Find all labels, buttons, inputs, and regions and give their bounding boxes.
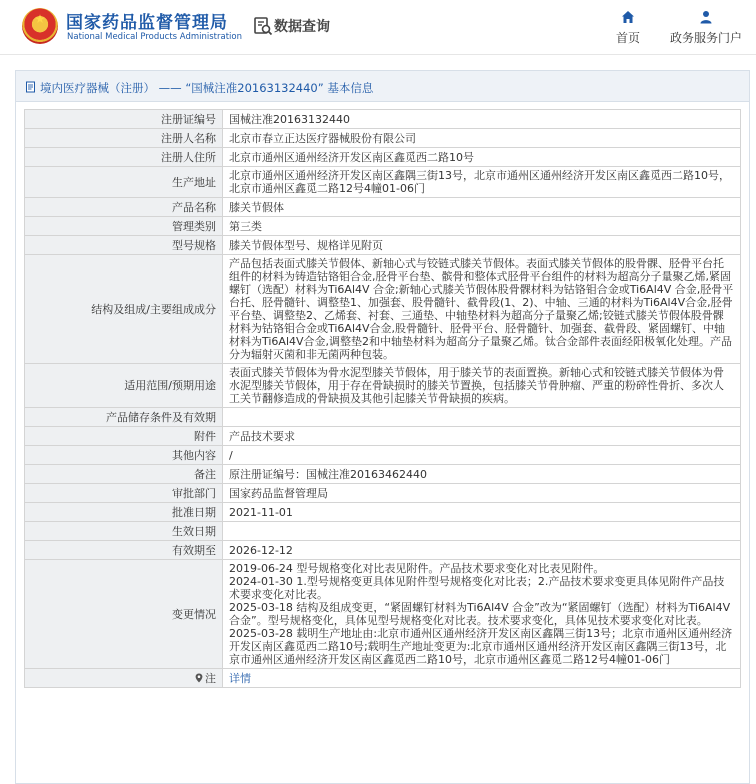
- field-label: 产品储存条件及有效期: [25, 408, 223, 427]
- table-row: [25, 110, 741, 129]
- registration-info-table: [24, 109, 741, 688]
- table-row: [25, 446, 741, 465]
- field-value: /: [223, 446, 741, 465]
- field-label: 结构及组成/主要组成成分: [25, 255, 223, 364]
- field-label: 注册人住所: [25, 148, 223, 167]
- site-subtitle: National Medical Products Administration: [67, 32, 242, 42]
- data-query-label[interactable]: 数据查询: [274, 19, 330, 35]
- table-row: [25, 408, 741, 427]
- field-label: 附件: [25, 427, 223, 446]
- breadcrumb-suffix: 基本信息: [327, 81, 374, 95]
- location-pin-icon: [195, 673, 203, 683]
- table-row: [25, 427, 741, 446]
- table-row: [25, 129, 741, 148]
- field-value: 2021-11-01: [223, 503, 741, 522]
- field-value: 产品包括表面式膝关节假体、新轴心式与铰链式膝关节假体。表面式膝关节假体的股骨髁、胫骨平台托组件的材料为铸造钴铬钼合金,胫骨平台垫、髌骨和整体式胫骨平台组件的材料为超高分子量聚乙烯,紧固螺钉（选配）材料为Ti6Al4V 合金;新轴心式膝关节假体股骨髁材料为钴铬钼合金或Ti6Al4V 合金,胫骨平台托、胫骨髓针、调整垫1、加强套、股骨髓针、截骨段(1、2)、中轴、三通的材料为Ti6Al4V合金,胫骨平台垫、调整垫2、乙烯套、衬套、三通垫、中轴垫材料为超高分子量聚乙烯;铰链式膝关节假体股骨髁材料为钴铬钼合金或Ti6Al4V合金,股骨髓针、胫骨平台、胫骨髓针、加强套、截骨段、紧固螺钉、中轴材料为Ti6Al4V合金,调整垫2和中轴垫材料为超高分子量聚乙烯。钛合金部件表面经阳极氧化处理。产品分为辐射灭菌和非无菌两种包装。: [223, 255, 741, 364]
- table-row: [25, 167, 741, 198]
- table-row: [25, 198, 741, 217]
- breadcrumb: [16, 71, 749, 102]
- change-entry: 2024-01-30 1.型号规格变更具体见附件型号规格变化对比表；2.产品技术要求变更具体见附件产品技术要求变化对比表。: [229, 575, 725, 601]
- field-label: 生产地址: [25, 167, 223, 198]
- field-value: 国械注准20163132440: [223, 110, 741, 129]
- field-label: 备注: [25, 465, 223, 484]
- detail-panel: [15, 70, 750, 784]
- change-entry: 2025-03-18 结构及组成变更，“紧固螺钉材料为Ti6Al4V 合金”改为“紧固螺钉（选配）材料为Ti6Al4V 合金”。型号规格变化，具体见型号规格变化对比表。技术要求变化，具体见技术要求变化对比表。: [229, 601, 731, 627]
- field-label: 其他内容: [25, 446, 223, 465]
- table-row: [25, 669, 741, 688]
- field-label: 变更情况: [25, 560, 223, 669]
- breadcrumb-category[interactable]: 境内医疗器械（注册）: [40, 81, 155, 95]
- nav-home-label: 首页: [615, 31, 640, 45]
- site-title[interactable]: 国家药品监督管理局: [66, 13, 228, 33]
- change-entry: 2025-03-28 载明生产地址由:北京市通州区通州经济开发区南区鑫隅三街13号；北京市通州区通州经济开发区南区鑫觅西二路10号;载明生产地址变更为:北京市通州区通州经济开发区南区鑫隅三街13号，北京市通州区通州经济开发区南区鑫觅西二路10号，北京市通州区鑫觅二路12号4幢01-06门: [229, 627, 733, 666]
- field-label: [25, 669, 223, 688]
- user-icon: [699, 10, 713, 24]
- field-value: 产品技术要求: [223, 427, 741, 446]
- field-label: 适用范围/预期用途: [25, 364, 223, 408]
- field-value: 北京市通州区通州经济开发区南区鑫隅三街13号，北京市通州区通州经济开发区南区鑫觅西二路10号，北京市通州区鑫觅二路12号4幢01-06门: [223, 167, 741, 198]
- nav-gov-service-label: 政务服务门户: [669, 31, 742, 45]
- table-row: [25, 522, 741, 541]
- field-label: 型号规格: [25, 236, 223, 255]
- field-value: 2026-12-12: [223, 541, 741, 560]
- field-value: 第三类: [223, 217, 741, 236]
- table-row: [25, 255, 741, 364]
- home-icon: [621, 10, 635, 24]
- table-row: [25, 560, 741, 669]
- field-label: 审批部门: [25, 484, 223, 503]
- field-value: 北京市通州区通州经济开发区南区鑫觅西二路10号: [223, 148, 741, 167]
- table-row: [25, 503, 741, 522]
- field-value: 原注册证编号：国械注准20163462440: [223, 465, 741, 484]
- change-history: [223, 560, 741, 669]
- field-label: 注册人名称: [25, 129, 223, 148]
- breadcrumb-text: [40, 80, 373, 96]
- national-emblem-icon: ★: [22, 8, 58, 44]
- table-row: [25, 148, 741, 167]
- field-value: 膝关节假体: [223, 198, 741, 217]
- details-link[interactable]: 详情: [229, 671, 251, 685]
- table-row: [25, 217, 741, 236]
- field-label: 批准日期: [25, 503, 223, 522]
- field-label: 生效日期: [25, 522, 223, 541]
- site-header: [0, 0, 756, 55]
- nav-gov-service[interactable]: [666, 10, 746, 46]
- field-label: 管理类别: [25, 217, 223, 236]
- document-icon: [25, 81, 37, 93]
- table-row: [25, 236, 741, 255]
- field-value: 国家药品监督管理局: [223, 484, 741, 503]
- field-label: 注册证编号: [25, 110, 223, 129]
- table-row: [25, 465, 741, 484]
- breadcrumb-separator: ——: [158, 81, 182, 95]
- field-value: 北京市春立正达医疗器械股份有限公司: [223, 129, 741, 148]
- table-row: [25, 364, 741, 408]
- field-value: [223, 408, 741, 427]
- change-entry: 2019-06-24 型号规格变化对比表见附件。产品技术要求变化对比表见附件。: [229, 562, 605, 575]
- note-label: 注: [205, 671, 216, 685]
- field-label: 有效期至: [25, 541, 223, 560]
- field-value: [223, 522, 741, 541]
- table-row: [25, 484, 741, 503]
- field-value: [223, 669, 741, 688]
- field-value: 表面式膝关节假体为骨水泥型膝关节假体，用于膝关节的表面置换。新轴心式和铰链式膝关节假体为骨水泥型膝关节假体，用于存在骨缺损时的膝关节置换，包括膝关节骨肿瘤、严重的粉碎性骨折、多次人工关节翻修造成的骨缺损及其他引起膝关节骨缺损的疾病。: [223, 364, 741, 408]
- data-query-icon: [253, 16, 273, 36]
- breadcrumb-record-title: “国械注准20163132440”: [185, 81, 324, 95]
- table-row: [25, 541, 741, 560]
- field-value: 膝关节假体型号、规格详见附页: [223, 236, 741, 255]
- nav-home[interactable]: [610, 10, 646, 46]
- field-label: 产品名称: [25, 198, 223, 217]
